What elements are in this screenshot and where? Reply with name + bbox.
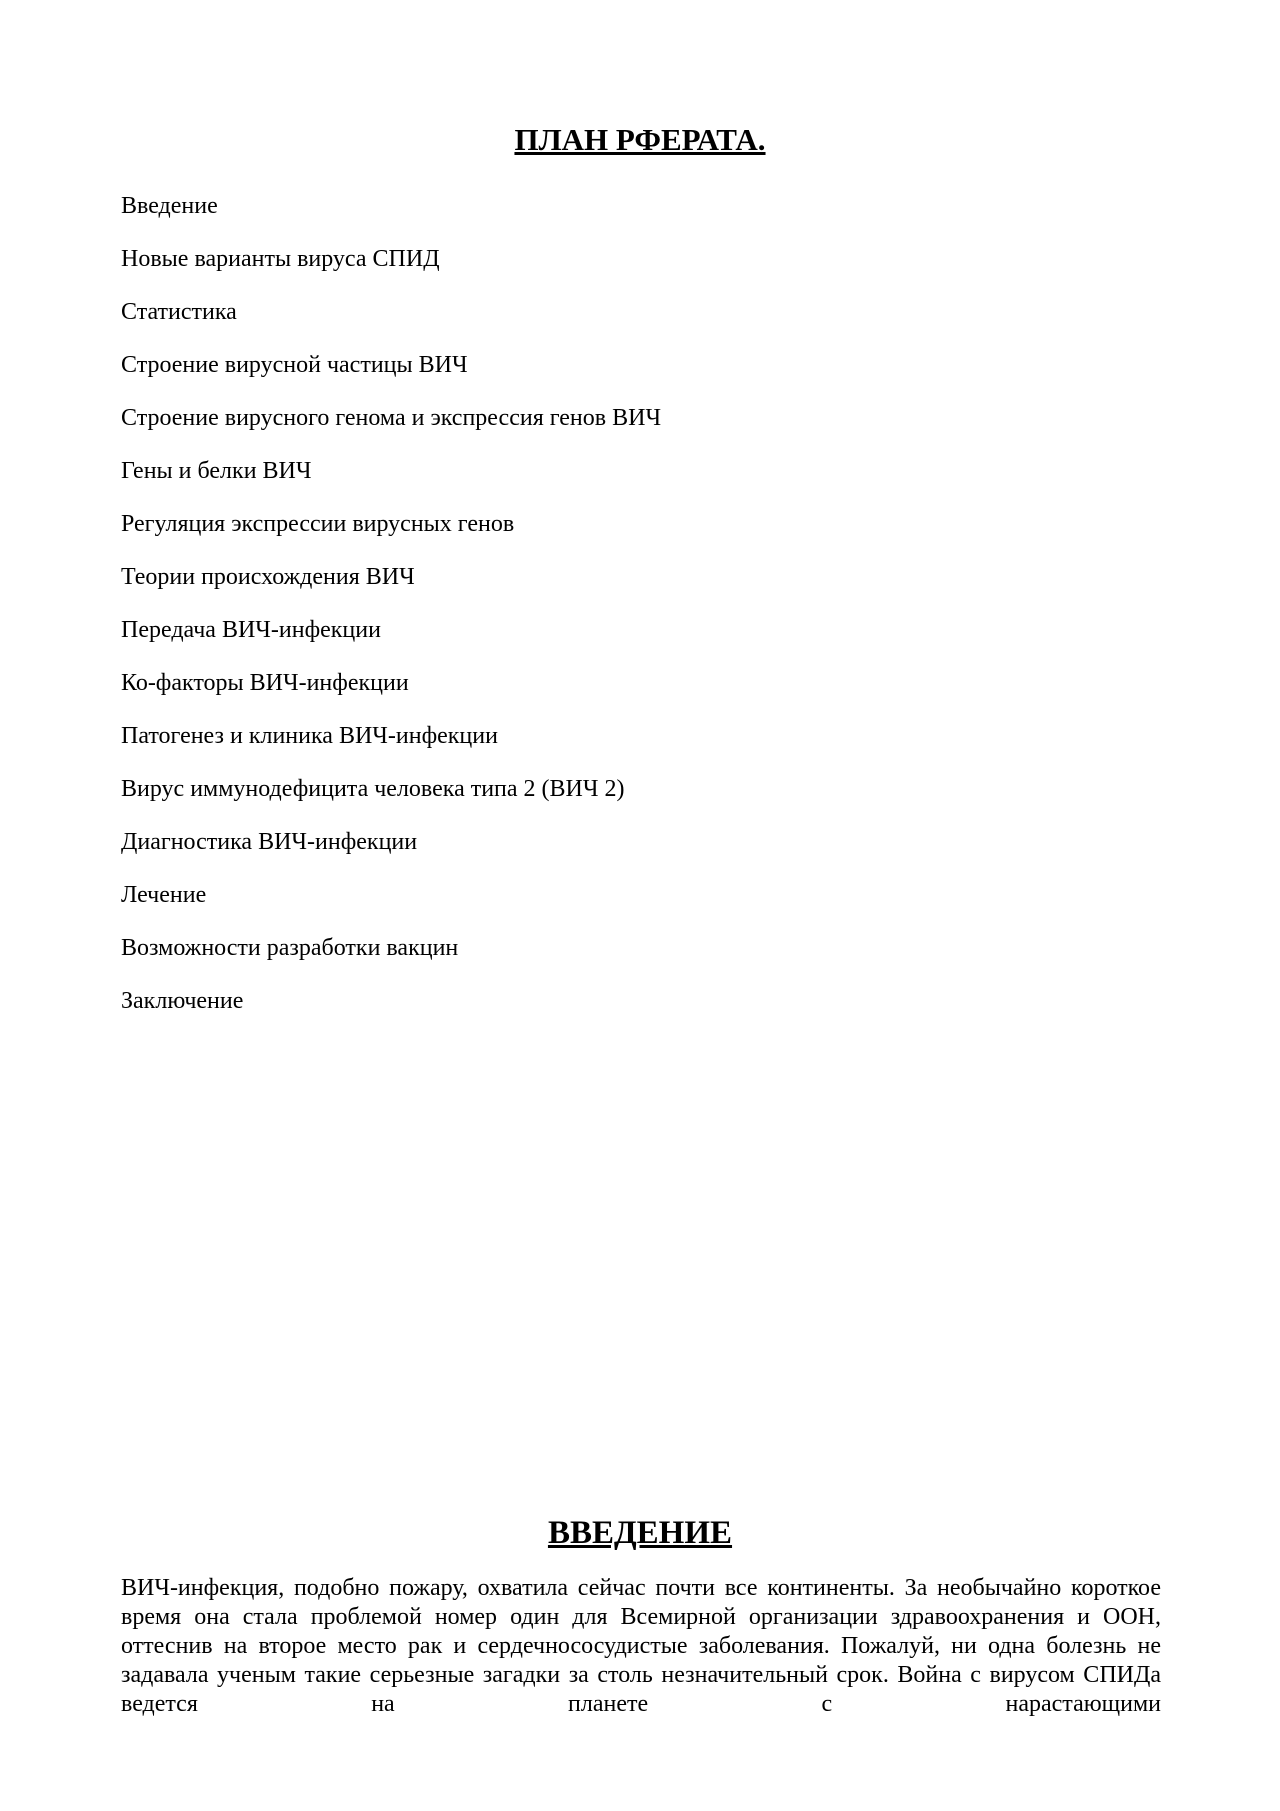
introduction-title: ВВЕДЕНИЕ <box>547 1515 733 1551</box>
plan-item: Передача ВИЧ-инфекции <box>121 617 381 643</box>
plan-item: Ко-факторы ВИЧ-инфекции <box>121 670 409 696</box>
plan-item: Патогенез и клиника ВИЧ-инфекции <box>121 723 498 749</box>
plan-item: Диагностика ВИЧ-инфекции <box>121 829 418 855</box>
plan-list <box>121 180 661 1028</box>
plan-item: Заключение <box>121 988 244 1014</box>
introduction-paragraph: ВИЧ-инфекция, подобно пожару, охватила сейчас почти все континенты. За необычайно короткое время она стала проблемой номер один для Всемирной организации здравоохранения и ООН, оттеснив на второе место рак и сердечнососудистые заболевания. Пожалуй, ни одна болезнь не задавала ученым такие серьезные загадки за столь незначительный срок. Война с вирусом СПИДа ведется на планете с нарастающими <box>121 1575 1161 1717</box>
plan-item: Введение <box>121 193 218 219</box>
plan-item: Теории происхождения ВИЧ <box>121 564 415 590</box>
plan-item: Гены и белки ВИЧ <box>121 458 312 484</box>
plan-item: Возможности разработки вакцин <box>121 935 459 961</box>
plan-item: Строение вирусной частицы ВИЧ <box>121 352 468 378</box>
plan-item: Новые варианты вируса СПИД <box>121 246 440 272</box>
plan-title: ПЛАН РФЕРАТА. <box>514 122 766 157</box>
plan-item: Вирус иммунодефицита человека типа 2 (ВИЧ 2) <box>121 776 625 802</box>
plan-item: Лечение <box>121 882 207 908</box>
plan-item: Строение вирусного генома и экспрессия генов ВИЧ <box>121 405 662 431</box>
plan-item: Статистика <box>121 299 237 325</box>
plan-item: Регуляция экспрессии вирусных генов <box>121 511 515 537</box>
